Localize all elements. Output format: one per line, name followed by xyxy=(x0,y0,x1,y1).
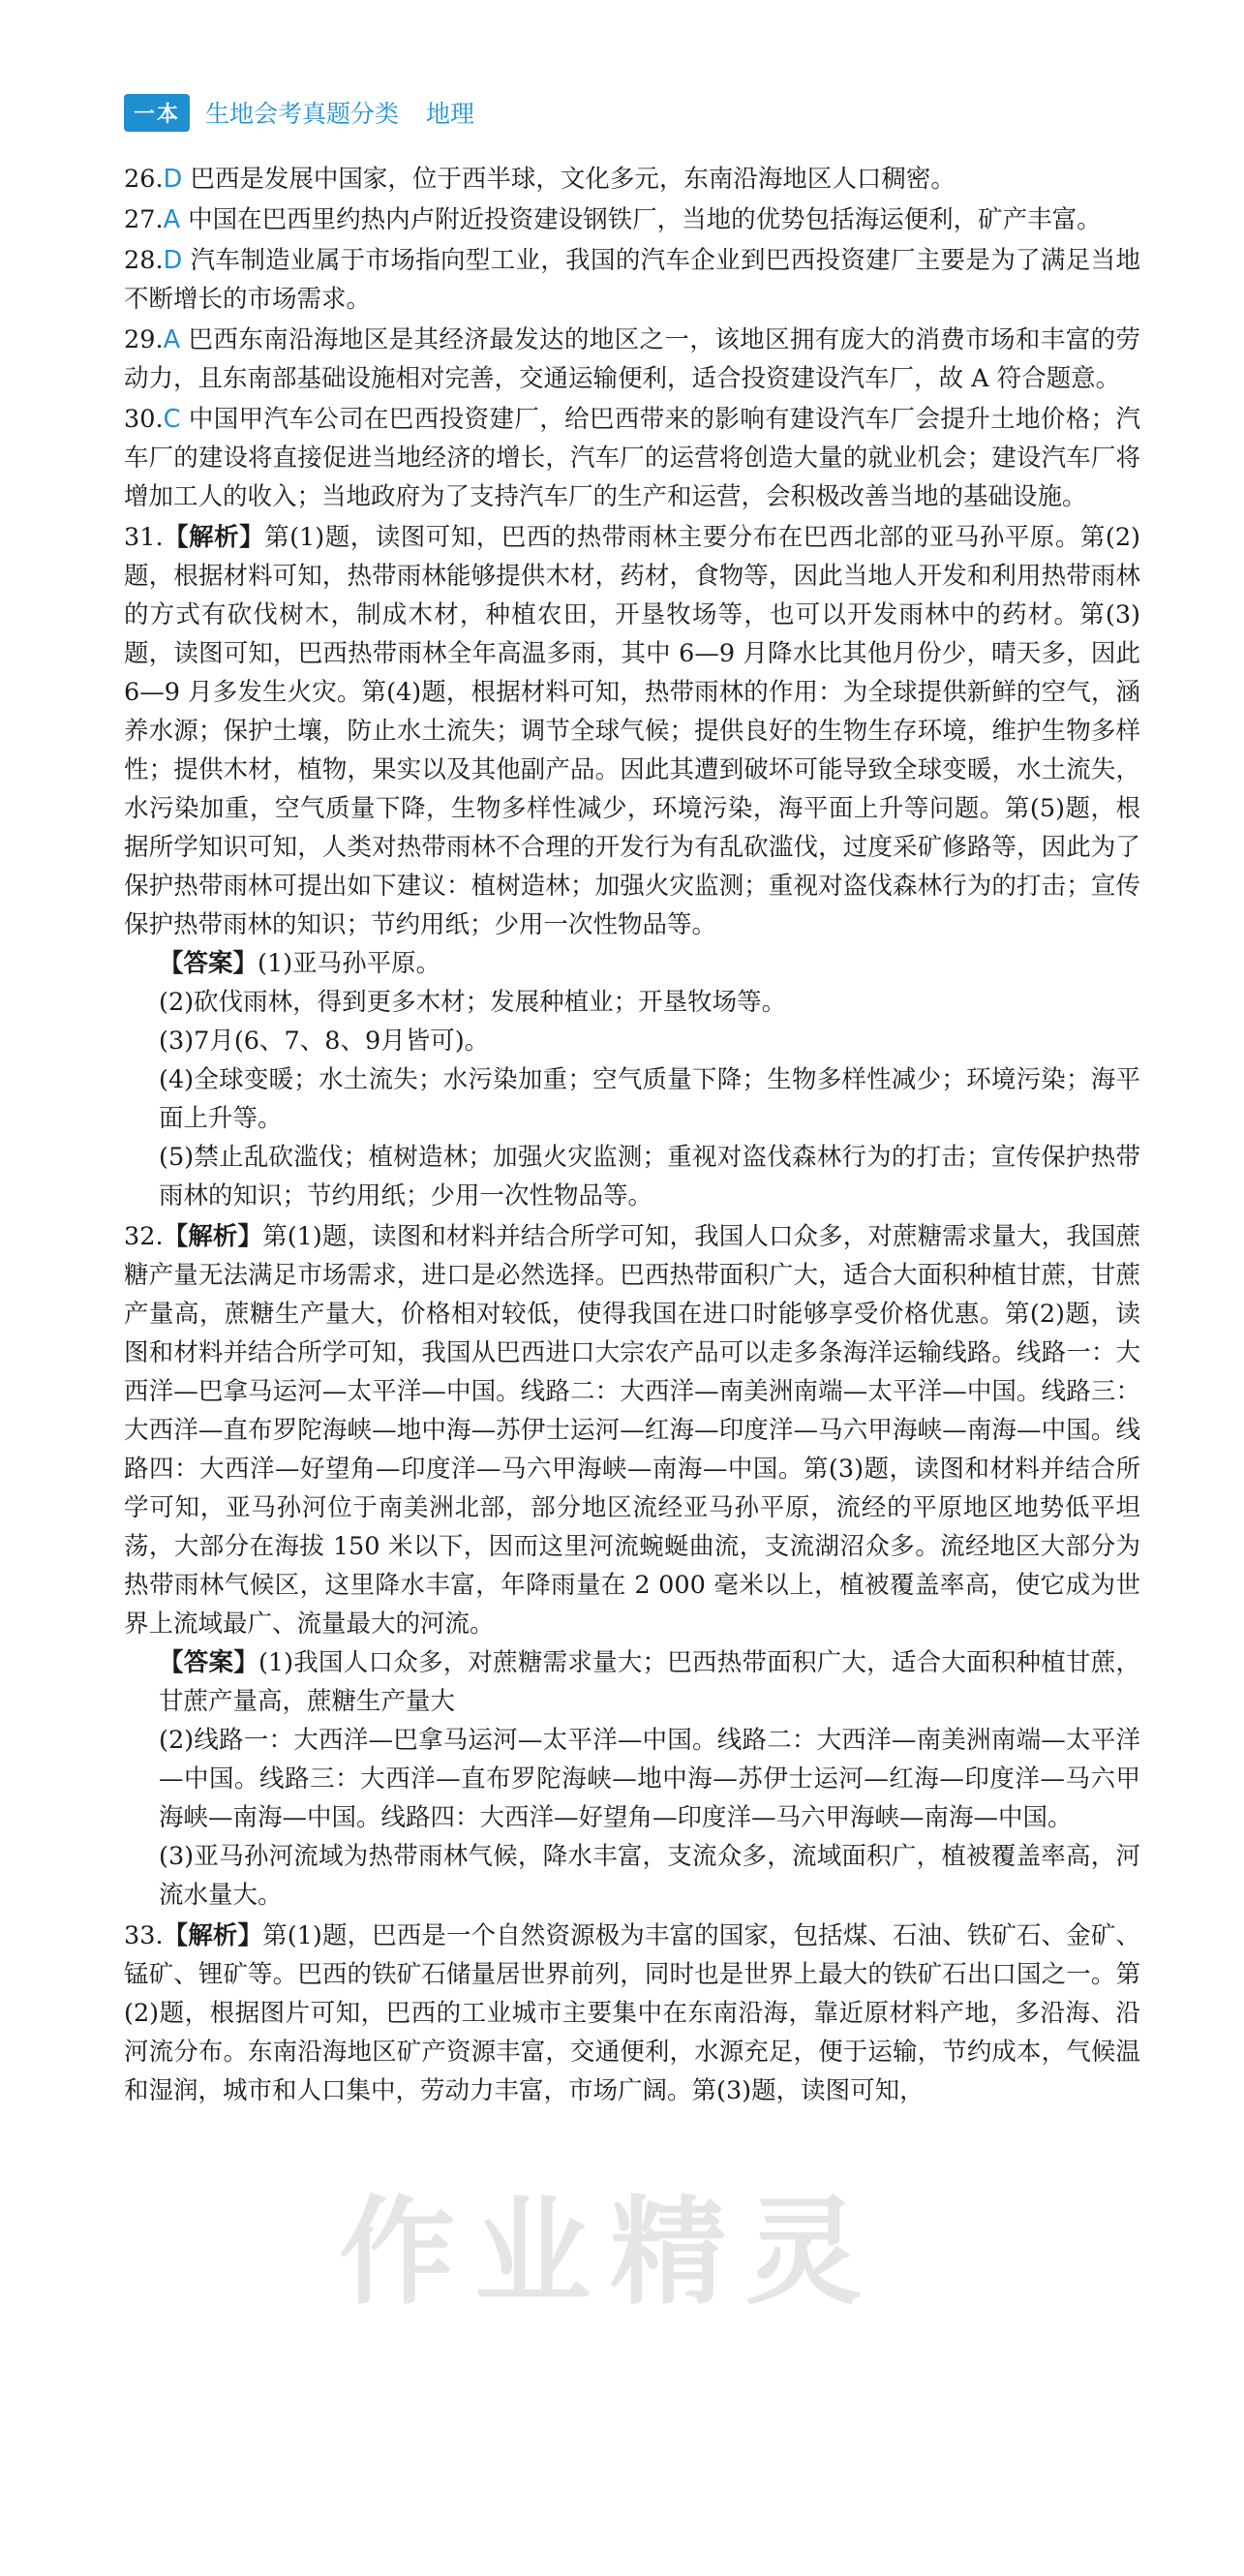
answer-block xyxy=(124,944,1140,1215)
explanation-text: 汽车制造业属于市场指向型工业，我国的汽车企业到巴西投资建厂主要是为了满足当地不断增长的市场需求。 xyxy=(124,246,1140,314)
question-29 xyxy=(124,321,1140,398)
question-number: 29. xyxy=(124,325,164,354)
answer-line: (1)亚马孙平原。 xyxy=(258,949,441,978)
question-32 xyxy=(124,1217,1140,1915)
answer-line: (4)全球变暖；水土流失；水污染加重；空气质量下降；生物多样性减少；环境污染；海平面上升等。 xyxy=(159,1065,1140,1133)
answer-letter: A xyxy=(163,325,181,354)
question-number: 26. xyxy=(124,165,164,194)
answer-letter: D xyxy=(163,246,183,275)
answer-letter: A xyxy=(163,205,181,234)
answer-line: (5)禁止乱砍滥伐；植树造林；加强火灾监测；重视对盗伐森林行为的打击；宣传保护热带雨林的知识；节约用纸；少用一次性物品等。 xyxy=(159,1143,1140,1211)
question-27 xyxy=(124,200,1140,239)
brand-logo: 一本 xyxy=(124,94,190,132)
analysis-tag: 【解析】 xyxy=(163,1222,263,1251)
explanation-text: 中国甲汽车公司在巴西投资建厂，给巴西带来的影响有建设汽车厂会提升土地价格；汽车厂的建设将直接促进当地经济的增长，汽车厂的运营将创造大量的就业机会；建设汽车厂将增加工人的收入；当地政府为了支持汽车厂的生产和运营，会积极改善当地的基础设施。 xyxy=(124,405,1140,511)
answer-line: (3)亚马孙河流域为热带雨林气候，降水丰富，支流众多，流域面积广，植被覆盖率高，河流水量大。 xyxy=(159,1842,1140,1910)
answer-line: (2)线路一：大西洋—巴拿马运河—太平洋—中国。线路二：大西洋—南美洲南端—太平洋—中国。线路三：大西洋—直布罗陀海峡—地中海—苏伊士运河—红海—印度洋—马六甲海峡—南海—中国。线路四：大西洋—好望角—印度洋—马六甲海峡—南海—中国。 xyxy=(159,1726,1140,1832)
answer-block xyxy=(124,1643,1140,1915)
answer-tag: 【答案】 xyxy=(159,1648,258,1677)
question-31 xyxy=(124,518,1140,1215)
explanation-text: 巴西是发展中国家，位于西半球，文化多元，东南沿海地区人口稠密。 xyxy=(190,165,956,194)
answer-line: (2)砍伐雨林，得到更多木材；发展种植业；开垦牧场等。 xyxy=(159,988,787,1017)
question-number: 33. xyxy=(124,1921,164,1950)
watermark: 作业精灵 xyxy=(339,2186,881,2320)
answer-letter: D xyxy=(163,165,183,194)
question-number: 28. xyxy=(124,246,164,275)
analysis-text: 第(1)题，巴西是一个自然资源极为丰富的国家，包括煤、石油、铁矿石、金矿、锰矿、锂矿等。巴西的铁矿石储量居世界前列，同时也是世界上最大的铁矿石出口国之一。第(2)题，根据图片可知，巴西的工业城市主要集中在东南沿海，靠近原材料产地，多沿海、沿河流分布。东南沿海地区矿产资源丰富，交通便利，水源充足，便于运输，节约成本，气候温和湿润，城市和人口集中，劳动力丰富，市场广阔。第(3)题，读图可知， xyxy=(124,1921,1140,2105)
question-number: 27. xyxy=(124,205,164,234)
page-header xyxy=(124,93,474,132)
question-number: 32. xyxy=(124,1222,164,1251)
answer-line: (3)7月(6、7、8、9月皆可)。 xyxy=(159,1027,490,1056)
explanation-text: 巴西东南沿海地区是其经济最发达的地区之一，该地区拥有庞大的消费市场和丰富的劳动力，且东南部基础设施相对完善，交通运输便利，适合投资建设汽车厂，故 A 符合题意。 xyxy=(124,325,1140,393)
question-26 xyxy=(124,160,1140,199)
answer-line: (1)我国人口众多，对蔗糖需求量大；巴西热带面积广大，适合大面积种植甘蔗，甘蔗产量高，蔗糖生产量大 xyxy=(159,1648,1140,1716)
analysis-tag: 【解析】 xyxy=(163,523,265,552)
question-33 xyxy=(124,1917,1140,2110)
question-number: 30. xyxy=(124,405,164,434)
answer-content xyxy=(124,160,1140,2112)
question-28 xyxy=(124,241,1140,319)
analysis-text: 第(1)题，读图和材料并结合所学可知，我国人口众多，对蔗糖需求量大，我国蔗糖产量无法满足市场需求，进口是必然选择。巴西热带面积广大，适合大面积种植甘蔗，甘蔗产量高，蔗糖生产量大，价格相对较低，使得我国在进口时能够享受价格优惠。第(2)题，读图和材料并结合所学可知，我国从巴西进口大宗农产品可以走多条海洋运输线路。线路一：大西洋—巴拿马运河—太平洋—中国。线路二：大西洋—南美洲南端—太平洋—中国。线路三：大西洋—直布罗陀海峡—地中海—苏伊士运河—红海—印度洋—马六甲海峡—南海—中国。线路四：大西洋—好望角—印度洋—马六甲海峡—南海—中国。第(3)题，读图和材料并结合所学可知，亚马孙河位于南美洲北部，部分地区流经亚马孙平原，流经的平原地区地势低平坦荡，大部分在海拔 150 米以下，因而这里河流蜿蜒曲流，支流湖沼众多。流经地区大部分为热带雨林气候区，这里降水丰富，年降雨量在 2 000 毫米以上，植被覆盖率高，使它成为世界上流域最广、流量最大的河流。 xyxy=(124,1222,1140,1639)
subject-label: 地理 xyxy=(426,100,475,128)
question-number: 31. xyxy=(124,523,164,552)
analysis-text: 第(1)题，读图可知，巴西的热带雨林主要分布在巴西北部的亚马孙平原。第(2)题，根据材料可知，热带雨林能够提供木材，药材，食物等，因此当地人开发和利用热带雨林的方式有砍伐树木，制成木材，种植农田，开垦牧场等，也可以开发雨林中的药材。第(3)题，读图可知，巴西热带雨林全年高温多雨，其中 6—9 月降水比其他月份少，晴天多，因此 6—9 月多发生火灾。第(4)题，根据材料可知，热带雨林的作用：为全球提供新鲜的空气，涵养水源；保护土壤，防止水土流失；调节全球气候；提供良好的生物生存环境，维护生物多样性；提供木材，植物，果实以及其他副产品。因此其遭到破坏可能导致全球变暖，水土流失，水污染加重，空气质量下降，生物多样性减少，环境污染，海平面上升等问题。第(5)题，根据所学知识可知，人类对热带雨林不合理的开发行为有乱砍滥伐，过度采矿修路等，因此为了保护热带雨林可提出如下建议：植树造林；加强火灾监测；重视对盗伐森林行为的打击；宣传保护热带雨林的知识；节约用纸；少用一次性物品等。 xyxy=(124,523,1140,939)
question-30 xyxy=(124,400,1140,516)
book-title: 生地会考真题分类 xyxy=(205,100,400,128)
explanation-text: 中国在巴西里约热内卢附近投资建设钢铁厂，当地的优势包括海运便利，矿产丰富。 xyxy=(188,205,1102,234)
answer-letter: C xyxy=(163,405,181,434)
analysis-tag: 【解析】 xyxy=(163,1921,263,1950)
answer-tag: 【答案】 xyxy=(159,949,258,978)
